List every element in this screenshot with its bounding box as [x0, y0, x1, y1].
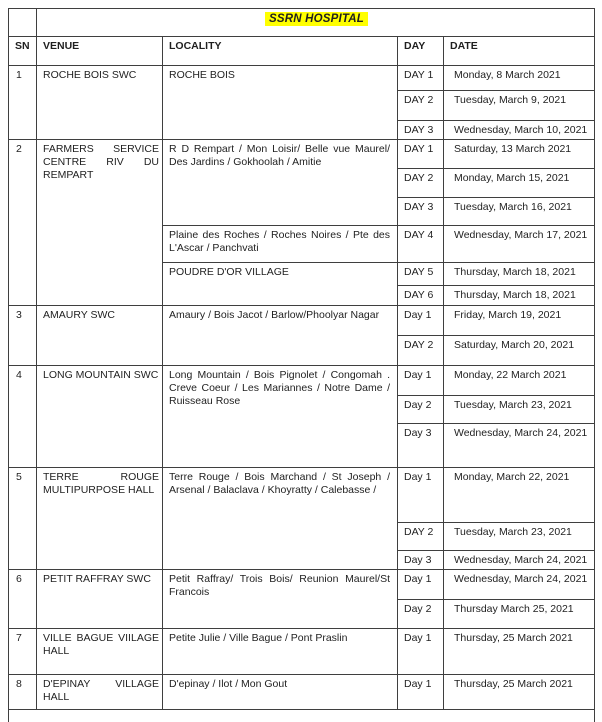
hospital-schedule-table — [8, 8, 595, 722]
date-cell: Tuesday, March 9, 2021 — [444, 91, 595, 121]
locality-cell: D'epinay / Ilot / Mon Gout — [163, 675, 398, 710]
date-cell: Wednesday, March 10, 2021 — [444, 121, 595, 140]
day-cell: DAY 4 — [398, 226, 444, 263]
date-cell: Tuesday, March 16, 2021 — [444, 198, 595, 226]
date-cell: Friday, March 19, 2021 — [444, 306, 595, 336]
day-cell: Day 1 — [398, 306, 444, 336]
venue-cell: AMAURY SWC — [37, 306, 163, 366]
sn-cell: 7 — [9, 629, 37, 675]
table-row — [9, 306, 595, 336]
day-cell: DAY 3 — [398, 121, 444, 140]
venue-cell: LONG MOUNTAIN SWC — [37, 366, 163, 468]
date-cell: Thursday, March 18, 2021 — [444, 286, 595, 306]
locality-cell: ROCHE BOIS — [163, 66, 398, 140]
table-row — [9, 675, 595, 710]
locality-cell: Terre Rouge / Bois Marchand / St Joseph / Arsenal / Balaclava / Khoyratty / Calebasse / — [163, 468, 398, 570]
date-cell: Thursday, 25 March 2021 — [444, 675, 595, 710]
date-cell: Saturday, 13 March 2021 — [444, 140, 595, 169]
day-cell: DAY 2 — [398, 336, 444, 366]
day-cell: Day 2 — [398, 600, 444, 629]
col-header-sn: SN — [9, 37, 37, 66]
col-header-venue: VENUE — [37, 37, 163, 66]
table-row — [9, 570, 595, 600]
sn-cell: 8 — [9, 675, 37, 710]
venue-cell: VILLE BAGUE VIILAGE HALL — [37, 629, 163, 675]
day-cell: Day 1 — [398, 366, 444, 396]
date-cell: Monday, 8 March 2021 — [444, 66, 595, 91]
date-cell: Wednesday, March 24, 2021 — [444, 570, 595, 600]
day-cell: Day 3 — [398, 551, 444, 570]
col-header-date: DATE — [444, 37, 595, 66]
day-cell: DAY 2 — [398, 169, 444, 198]
date-cell: Thursday March 25, 2021 — [444, 600, 595, 629]
day-cell: Day 3 — [398, 424, 444, 468]
day-cell: DAY 3 — [398, 198, 444, 226]
table-row — [9, 366, 595, 396]
day-cell: Day 1 — [398, 570, 444, 600]
col-header-locality: LOCALITY — [163, 37, 398, 66]
day-cell: Day 1 — [398, 468, 444, 523]
locality-cell: Plaine des Roches / Roches Noires / Pte des L'Ascar / Panchvati — [163, 226, 398, 263]
date-cell: Monday, March 22, 2021 — [444, 468, 595, 523]
date-cell: Tuesday, March 23, 2021 — [444, 523, 595, 551]
title-cell — [37, 9, 595, 37]
day-cell: DAY 1 — [398, 140, 444, 169]
locality-cell: Petit Raffray/ Trois Bois/ Reunion Maurel/St Francois — [163, 570, 398, 629]
header-row — [9, 37, 595, 66]
sn-cell: 5 — [9, 468, 37, 570]
locality-cell: POUDRE D'OR VILLAGE — [163, 263, 398, 306]
locality-cell: Long Mountain / Bois Pignolet / Congomah . Creve Coeur / Les Mariannes / Notre Dame / Ruisseau Rose — [163, 366, 398, 468]
locality-cell: Petite Julie / Ville Bague / Pont Praslin — [163, 629, 398, 675]
date-cell: Thursday, March 18, 2021 — [444, 263, 595, 286]
day-cell: DAY 2 — [398, 523, 444, 551]
date-cell: Wednesday, March 24, 2021 — [444, 424, 595, 468]
date-cell: Wednesday, March 17, 2021 — [444, 226, 595, 263]
date-cell: Wednesday, March 24, 2021 — [444, 551, 595, 570]
locality-cell: Amaury / Bois Jacot / Barlow/Phoolyar Nagar — [163, 306, 398, 366]
sn-cell: 6 — [9, 570, 37, 629]
venue-cell: FARMERS SERVICE CENTRE RIV DU REMPART — [37, 140, 163, 306]
day-cell: DAY 2 — [398, 91, 444, 121]
table-row — [9, 140, 595, 169]
sn-cell: 2 — [9, 140, 37, 306]
venue-cell: D'EPINAY VILLAGE HALL — [37, 675, 163, 710]
day-cell: DAY 6 — [398, 286, 444, 306]
hospital-title: SSRN HOSPITAL — [265, 12, 368, 26]
sn-cell: 3 — [9, 306, 37, 366]
table-row — [9, 66, 595, 91]
date-cell: Tuesday, March 23, 2021 — [444, 396, 595, 424]
day-cell: DAY 1 — [398, 66, 444, 91]
date-cell: Monday, 22 March 2021 — [444, 366, 595, 396]
locality-cell: R D Rempart / Mon Loisir/ Belle vue Maurel/ Des Jardins / Gokhoolah / Amitie — [163, 140, 398, 226]
sn-cell: 4 — [9, 366, 37, 468]
day-cell: Day 1 — [398, 629, 444, 675]
day-cell: DAY 5 — [398, 263, 444, 286]
title-row — [9, 9, 595, 37]
venue-cell: TERRE ROUGE MULTIPURPOSE HALL — [37, 468, 163, 570]
venue-cell: ROCHE BOIS SWC — [37, 66, 163, 140]
table-row — [9, 468, 595, 523]
title-spacer-cell — [9, 9, 37, 37]
date-cell: Monday, March 15, 2021 — [444, 169, 595, 198]
date-cell: Saturday, March 20, 2021 — [444, 336, 595, 366]
day-cell: Day 2 — [398, 396, 444, 424]
day-cell: Day 1 — [398, 675, 444, 710]
date-cell: Thursday, 25 March 2021 — [444, 629, 595, 675]
col-header-day: DAY — [398, 37, 444, 66]
sn-cell: 1 — [9, 66, 37, 140]
venue-cell: PETIT RAFFRAY SWC — [37, 570, 163, 629]
table-row — [9, 629, 595, 675]
